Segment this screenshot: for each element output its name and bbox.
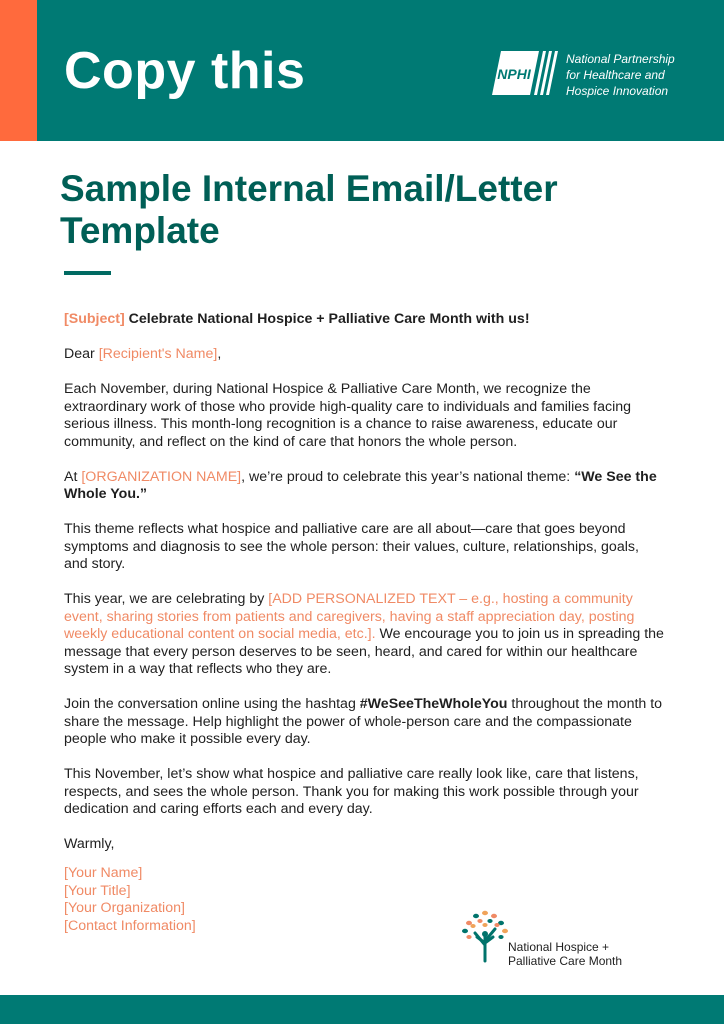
p4-start: This year, we are celebrating by	[64, 591, 269, 607]
p5-end: throughout the month to share the message. Help highlight the power of whole-person care and the compassionate people who make it possible every day.	[64, 696, 663, 747]
p5-start: Join the conversation online using the hashtag	[64, 696, 360, 712]
paragraph-theme-meaning: This theme reflects what hospice and palliative care are all about—care that goes beyond symptoms and diagnosis to see the whole person: their values, culture, relationships, goals, and story.	[64, 521, 639, 572]
paragraph-celebration	[64, 591, 664, 679]
p2-start: At	[64, 468, 82, 485]
hospice-month-logo-text	[508, 940, 622, 968]
hospice-month-line: National Hospice +	[508, 940, 610, 954]
nphi-name-line: National Partnership	[566, 52, 675, 66]
closing-salutation: Warmly,	[64, 836, 115, 852]
nphi-name-line: for Healthcare and	[566, 68, 665, 82]
signature-organization: [Your Organization]	[64, 900, 185, 916]
p4-end: We encourage you to join us in spreading the message that every person deserves to be seen, heard, and cared for within our healthcare system in a way that reflects who they are.	[64, 626, 664, 677]
paragraph-intro: Each November, during National Hospice & Palliative Care Month, we recognize the extraordinary work of those who provide high-quality care to individuals and families facing serious illness. This month-long recognition is a chance to raise awareness, educate our community, and reflect on the kind of care that honors the whole person.	[64, 381, 632, 450]
hashtag: #WeSeeTheWholeYou	[359, 696, 508, 712]
paragraph-theme	[64, 469, 664, 504]
nphi-organization-name	[566, 51, 716, 99]
hospice-month-line: Palliative Care Month	[508, 954, 623, 968]
nphi-logo-text: NPHI	[497, 66, 531, 82]
theme-quote: “We See the Whole You.”	[64, 468, 657, 502]
document-title: Sample Internal Email/Letter Template	[60, 168, 558, 251]
greeting-start: Dear	[64, 346, 99, 362]
tree-logo-icon	[459, 907, 511, 963]
header-accent-bar	[0, 0, 37, 141]
subject-text: Celebrate National Hospice + Palliative Care Month with us!	[124, 311, 530, 327]
title-divider	[64, 271, 111, 275]
greeting	[64, 346, 664, 364]
subject-tag: [Subject]	[64, 311, 125, 327]
signature-name: [Your Name]	[64, 865, 143, 881]
signature-title: [Your Title]	[64, 882, 131, 899]
organization-placeholder: [ORGANIZATION NAME]	[81, 468, 242, 485]
signature-contact: [Contact Information]	[64, 917, 196, 934]
paragraph-closing-message: This November, let’s show what hospice and palliative care really look like, care that listens, respects, and sees the whole person. Thank you for making this work possible through your dedication and caring efforts each and every day.	[64, 766, 639, 817]
recipient-placeholder: [Recipient's Name]	[98, 346, 218, 362]
signature-block	[64, 865, 196, 935]
nphi-logo	[492, 51, 558, 95]
letter-body	[64, 311, 664, 871]
personalized-text-placeholder: [ADD PERSONALIZED TEXT – e.g., hosting a community event, sharing stories from patients and caregivers, having a staff appreciation day, posting weekly educational content on social media, etc.].	[64, 591, 635, 642]
nphi-name-line: Hospice Innovation	[566, 84, 669, 98]
header-title: Copy this	[64, 42, 306, 100]
p2-middle: , we’re proud to celebrate this year’s national theme:	[241, 468, 575, 485]
subject-line	[64, 311, 664, 329]
footer-bar	[0, 995, 724, 1024]
paragraph-hashtag	[64, 696, 664, 749]
greeting-end: ,	[217, 346, 222, 362]
